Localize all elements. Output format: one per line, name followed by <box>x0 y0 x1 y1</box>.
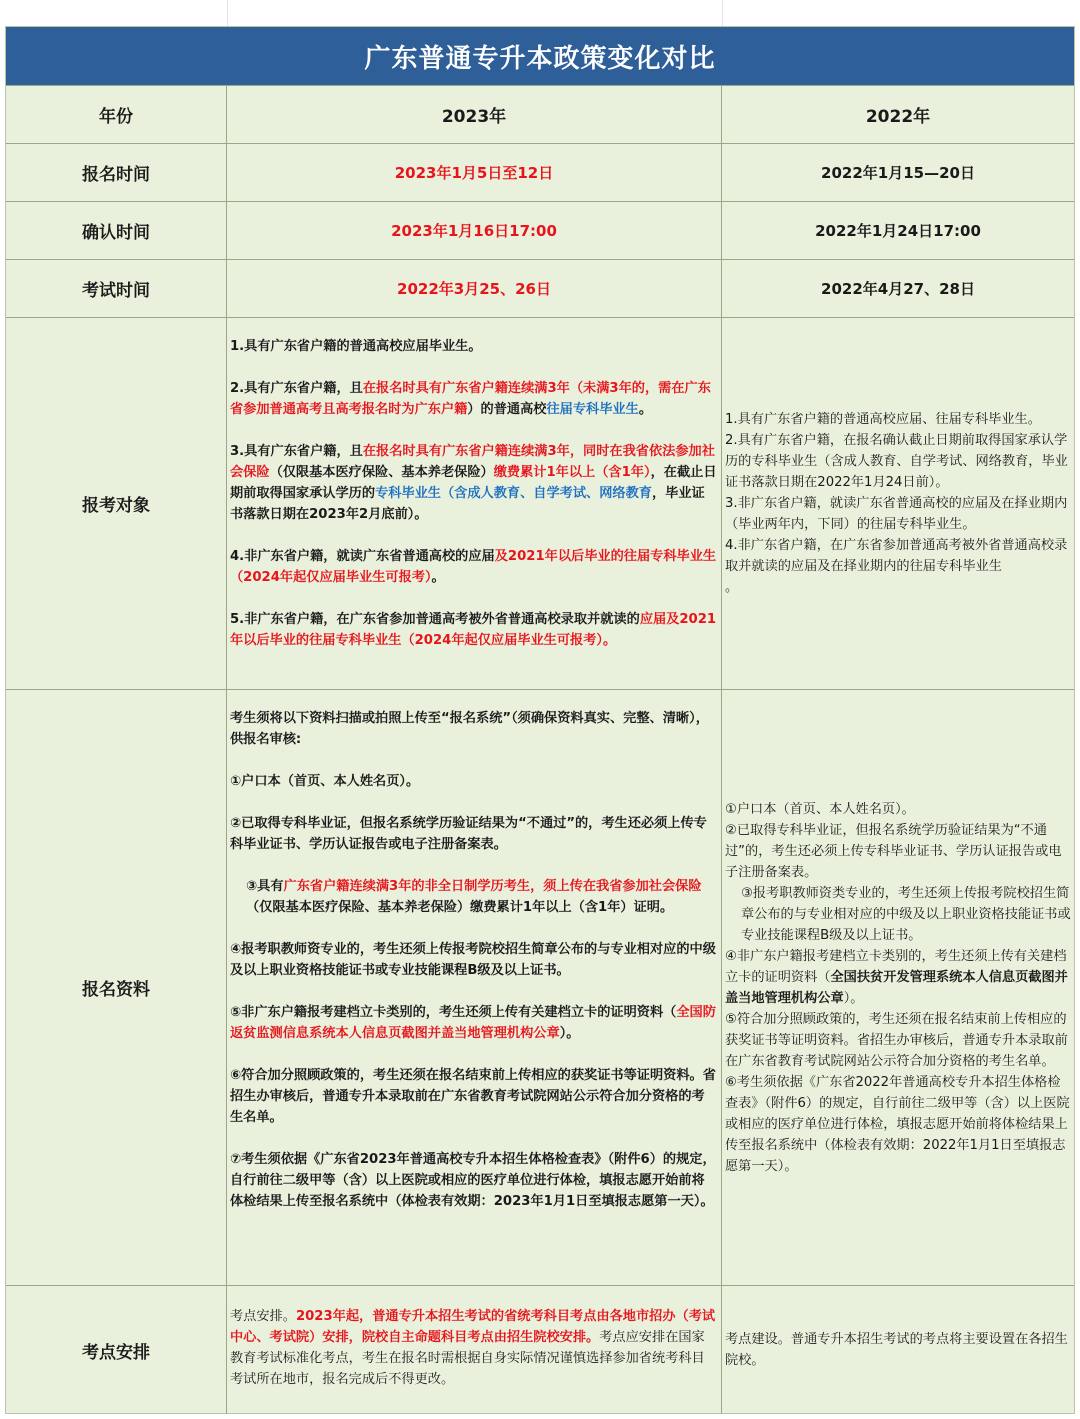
target-2022 <box>722 318 1074 689</box>
materials-2022 <box>722 690 1074 1285</box>
target-2023-item <box>230 378 717 420</box>
text: ）。 <box>843 990 864 1006</box>
materials-2023-item: ⑥符合加分照顾政策的，考生还须在报名结束前上传相应的获奖证书等证明资料。省招生办审核后，普通专升本录取前在广东省教育考试院网站公示符合加分资格的考生名单。 <box>230 1068 716 1125</box>
confirm-2022: 2022年1月24日17:00 <box>815 222 981 240</box>
target-2023 <box>227 318 722 689</box>
text: ⑤非广东户籍报考建档立卡类别的，考生还须上传有关建档立卡的证明资料（ <box>230 1005 677 1020</box>
text: ③具有 <box>246 879 284 894</box>
signup-2022: 2022年1月15—20日 <box>821 164 975 182</box>
table-row <box>6 317 1074 689</box>
table-row <box>6 259 1074 317</box>
comparison-table <box>5 26 1075 1414</box>
row-label-target: 报考对象 <box>6 318 227 689</box>
materials-2023-item: ①户口本（首页、本人姓名页）。 <box>230 774 420 789</box>
target-2022-text: 1.具有广东省户籍的普通高校应届、往届专科毕业生。 2.具有广东省户籍，在报名确认截止日期前取得国家承认学历的专科毕业生（含成人教育、自学考试、网络教育，毕业证书落款日期在2022年1月24日前）。 3.非广东省户籍，就读广东省普通高校的应届及在择业期内（毕业两年内，下同）的往届专科毕业生。 4.非广东省户籍，在广东省参加普通高考被外省普通高校录取并就读的应届及在择业期内的往届专科毕业生 。 <box>725 412 1068 595</box>
materials-2022-item: ⑥考生须依据《广东省2022年普通高校专升本招生体格检查表》（附件6）的规定，自行前往二级甲等（含）以上医院或相应的医疗单位进行体检，填报志愿开始前将体检结果上传至报名系统中（体检表有效期：2022年1月1日至填报志愿第一天）。 <box>725 1074 1070 1174</box>
header-row <box>6 85 1074 143</box>
highlight-text: 2023年起，普通专升本招生考试的省统考科目考点由各地市招办（考试中心、考试院）安排，院校自主命题科目考点由招生院校安排。 <box>230 1309 716 1345</box>
text: ④非广东户籍报考建档立卡类别的，考生还须上传有关建档立卡的证明资料（ <box>725 948 1067 985</box>
target-2023-item <box>230 441 717 525</box>
materials-2023 <box>227 690 722 1285</box>
materials-2023-item: ⑦考生须依据《广东省2023年普通高校专升本招生体格检查表》（附件6）的规定，自行前往二级甲等（含）以上医院或相应的医疗单位进行体检，填报志愿开始前将体检结果上传至报名系统中（体检表有效期：2023年1月1日至填报志愿第一天）。 <box>230 1152 716 1209</box>
table-row <box>6 1285 1074 1414</box>
venue-2022 <box>722 1286 1074 1414</box>
text: 1.具有广东省户籍的普通高校应届毕业生。 <box>230 339 482 354</box>
text: 2.具有广东省户籍，且 <box>230 381 363 396</box>
header-year-label: 年份 <box>6 86 227 143</box>
table-row <box>6 201 1074 259</box>
text: 。 <box>638 402 652 417</box>
highlight-text: 往届专科毕业生 <box>546 402 639 417</box>
highlight-text: 专科毕业生（含成人教育、自学考试、网络教育 <box>375 486 652 501</box>
text: ，在截止日期前取得国家承认学历的 <box>230 465 717 501</box>
target-2023-item <box>230 609 717 651</box>
text: 。 <box>431 570 445 585</box>
row-label-signup: 报名时间 <box>6 144 227 201</box>
materials-2022-item: ①户口本（首页、本人姓名页）。 <box>725 801 915 817</box>
materials-2022-item <box>725 946 1072 1009</box>
table-row <box>6 143 1074 201</box>
table-title: 广东普通专升本政策变化对比 <box>6 27 1074 85</box>
row-label-confirm: 确认时间 <box>6 202 227 259</box>
text: ）的普通高校 <box>467 402 547 417</box>
materials-2022-item: ⑤符合加分照顾政策的，考生还须在报名结束前上传相应的获奖证书等证明资料。省招生办审核后，普通专升本录取前在广东省教育考试院网站公示符合加分资格的考生名单。 <box>725 1011 1068 1069</box>
text: 3.具有广东省户籍，且 <box>230 444 363 459</box>
grid-line <box>227 0 228 26</box>
bold-text: 全国扶贫开发管理系统本人信息页截图并盖当地管理机构公章 <box>725 969 1068 1006</box>
row-label-exam: 考试时间 <box>6 260 227 317</box>
venue-2023 <box>227 1286 722 1414</box>
text: ）。 <box>559 1026 580 1041</box>
materials-2022-list <box>725 799 1072 1177</box>
table-row <box>6 689 1074 1285</box>
top-strip <box>0 0 1080 26</box>
materials-2022-item: ②已取得专科毕业证，但报名系统学历验证结果为“不通过”的，考生还必须上传专科毕业证书、学历认证报告或电子注册备案表。 <box>725 822 1062 880</box>
text: 考点应安排在国家教育考试标准化考点，考生在报名时需根据自身实际情况谨慎选择参加省统考科目考试所在地市，报名完成后不得更改。 <box>230 1330 705 1387</box>
text: （仅限基本医疗保险、基本养老保险）缴费累计1年以上（含1年）证明。 <box>246 900 674 915</box>
target-2023-item <box>230 546 717 588</box>
text: （仅限基本医疗保险、基本养老保险） <box>269 465 494 480</box>
materials-2023-item <box>230 1002 717 1044</box>
header-2022: 2022年 <box>865 107 931 127</box>
materials-2023-item: ④报考职教师资专业的，考生还须上传报考院校招生简章公布的与专业相对应的中级及以上职业资格技能证书或专业技能课程B级及以上证书。 <box>230 942 716 978</box>
materials-2023-item <box>230 876 717 918</box>
row-label-venue: 考点安排 <box>6 1286 227 1414</box>
exam-2023: 2022年3月25、26日 <box>227 260 722 317</box>
confirm-2023: 2023年1月16日17:00 <box>227 202 722 259</box>
materials-2023-item: 考生须将以下资料扫描或拍照上传至“报名系统”（须确保资料真实、完整、清晰），供报名审核: <box>230 711 709 747</box>
row-label-materials: 报名资料 <box>6 690 227 1285</box>
materials-2022-item: ③报考职教师资类专业的，考生还须上传报考院校招生简章公布的与专业相对应的中级及以上职业资格技能证书或专业技能课程B级及以上证书。 <box>741 885 1071 943</box>
text: 4.非广东省户籍，就读广东省普通高校的应届 <box>230 549 495 564</box>
header-2023: 2023年 <box>227 86 722 143</box>
grid-line <box>722 0 723 26</box>
highlight-text: 在报名时具有广东省户籍连续满3年（未满3年的，需在广东省参加普通高考且高考报名时为广东户籍 <box>230 381 711 417</box>
highlight-text: 缴费累计1年以上（含1年） <box>493 465 651 480</box>
materials-2023-item: ②已取得专科毕业证，但报名系统学历验证结果为“不通过”的，考生还必须上传专科毕业证书、学历认证报告或电子注册备案表。 <box>230 816 707 852</box>
signup-2023: 2023年1月5日至12日 <box>227 144 722 201</box>
highlight-text: 应届及2021年以后毕业的往届专科毕业生（2024年起仅应届毕业生可报考）。 <box>230 612 717 648</box>
text: 考点安排。 <box>230 1309 296 1324</box>
exam-2022: 2022年4月27、28日 <box>821 280 975 298</box>
highlight-text: 及2021年以后毕业的往届专科毕业生（2024年起仅应届毕业生可报考） <box>230 549 717 585</box>
venue-2023-text <box>230 1306 717 1390</box>
highlight-text: 在报名时具有广东省户籍连续满3年，同时在我省依法参加社会保险 <box>230 444 715 480</box>
highlight-text: 广东省户籍连续满3年的非全日制学历考生，须上传在我省参加社会保险 <box>283 879 702 894</box>
text: 5.非广东省户籍，在广东省参加普通高考被外省普通高校录取并就读的 <box>230 612 640 627</box>
venue-2022-text: 考点建设。普通专升本招生考试的考点将主要设置在各招生院校。 <box>725 1332 1068 1368</box>
highlight-text: 全国防返贫监测信息系统本人信息页截图并盖当地管理机构公章 <box>230 1005 716 1041</box>
target-2023-item <box>230 336 717 357</box>
text: ，毕业证书落款日期在2023年2月底前）。 <box>230 486 705 522</box>
